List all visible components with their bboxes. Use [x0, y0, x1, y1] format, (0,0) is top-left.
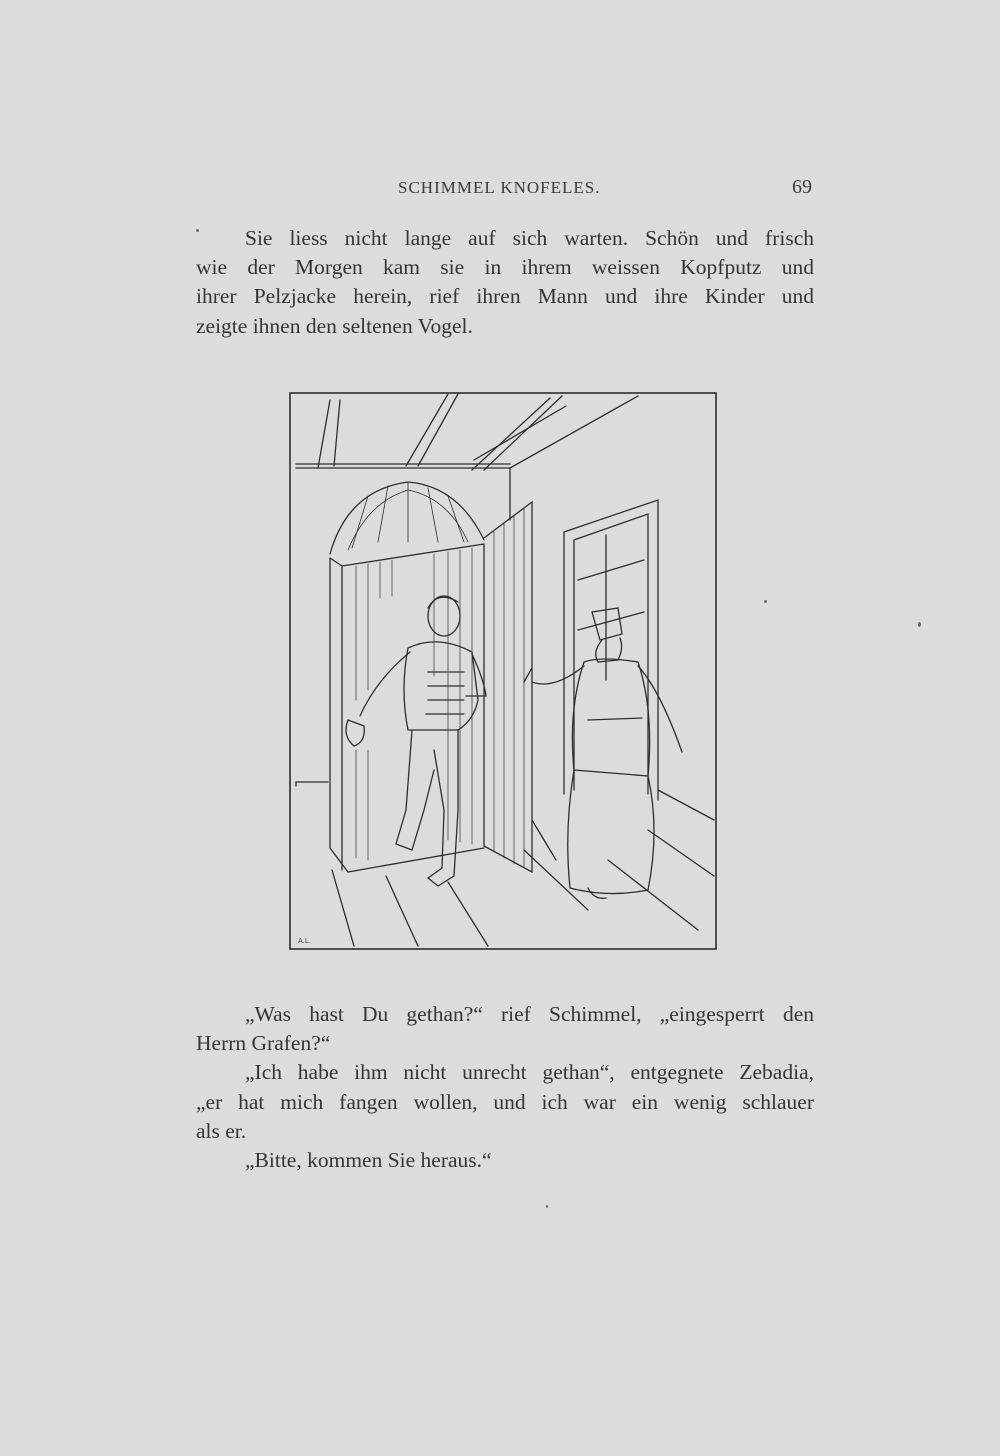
text-line: „er hat mich fangen wollen, und ich war ein wenig schlauer [196, 1089, 814, 1114]
text-line: ihrer Pelzjacke herein, rief ihren Mann und ihre Kinder und [196, 284, 814, 309]
text-line: „Ich habe ihm nicht unrecht gethan“, entgegnete Zebadia, [245, 1060, 814, 1085]
running-head-title: SCHIMMEL KNOFELES. [398, 178, 601, 197]
paper-speck [918, 622, 921, 627]
cage-illustration [288, 390, 718, 952]
text-line: wie der Morgen kam sie in ihrem weissen Kopfputz und [196, 255, 814, 280]
paper-speck [196, 229, 199, 232]
soldier-figure-drawing [346, 596, 486, 886]
page-number: 69 [792, 176, 812, 198]
paper-speck [546, 1205, 548, 1208]
cage-drawing [330, 482, 532, 872]
text-line: „Was hast Du gethan?“ rief Schimmel, „eingesperrt den [245, 1002, 814, 1026]
door-drawing [564, 500, 658, 800]
text-line: Sie liess nicht lange auf sich warten. Schön und frisch [245, 226, 814, 250]
text-line: Herrn Grafen?“ [196, 1031, 331, 1056]
text-line: „Bitte, kommen Sie heraus.“ [245, 1147, 492, 1172]
dialogue-block [196, 1000, 814, 1175]
room-lines-drawing [296, 782, 714, 946]
paragraph-top [196, 224, 814, 341]
text-line: als er. [196, 1118, 247, 1143]
text-line: zeigte ihnen den seltenen Vogel. [196, 313, 473, 338]
paper-speck [764, 600, 767, 603]
ceiling-beams-drawing [296, 394, 638, 520]
illustration-signature: A.L. [298, 937, 312, 945]
